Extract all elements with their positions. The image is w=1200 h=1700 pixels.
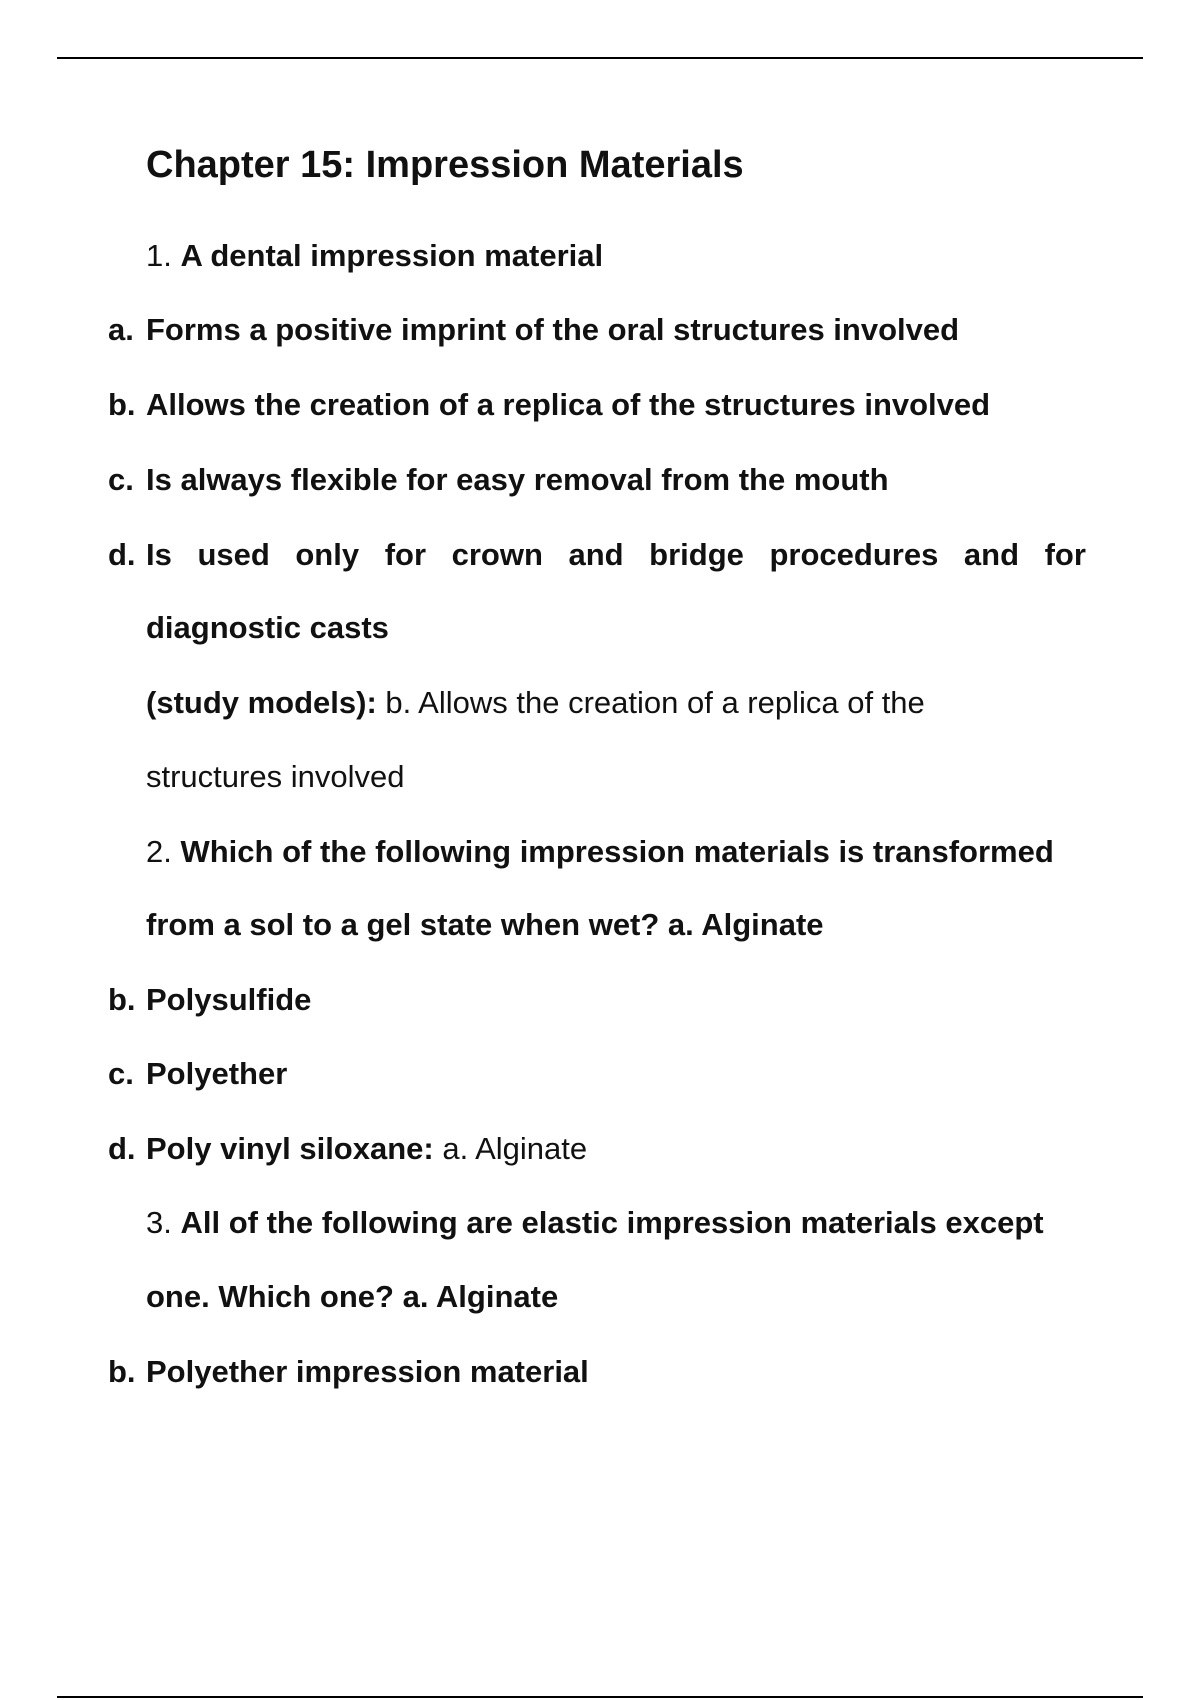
option-letter: d. [108, 1131, 136, 1166]
question-stem: Which of the following impression materials is transformed [180, 834, 1054, 869]
option-word: crown [451, 537, 543, 572]
option-3b [108, 1352, 589, 1392]
option-text: Polysulfide [146, 982, 312, 1017]
answer-text: b. Allows the creation of a replica of the [385, 685, 925, 720]
option-word: Is [146, 537, 172, 572]
option-text: Allows the creation of a replica of the structures involved [146, 387, 991, 422]
option-text: Polyether impression material [146, 1354, 589, 1389]
question-stem: All of the following are elastic impression materials except [180, 1205, 1044, 1240]
option-1a [108, 310, 959, 350]
option-1d-justified [146, 535, 1086, 575]
option-word: procedures [769, 537, 939, 572]
option-letter: b. [108, 1354, 136, 1389]
option-letter: c. [108, 1056, 134, 1091]
question-number: 1. [146, 238, 172, 273]
option-text: Forms a positive imprint of the oral structures involved [146, 312, 960, 347]
option-2d [108, 1129, 587, 1169]
option-word: bridge [649, 537, 744, 572]
option-word: for [384, 537, 427, 572]
question-2 [146, 832, 1054, 872]
question-2-stem-continuation: from a sol to a gel state when wet? a. Alginate [146, 907, 824, 942]
option-text: Poly vinyl siloxane: [146, 1131, 434, 1166]
option-text: Is always flexible for easy removal from the mouth [146, 462, 889, 497]
option-1d-letter [108, 535, 146, 575]
page-title: Chapter 15: Impression Materials [146, 144, 744, 186]
option-letter: c. [108, 462, 134, 497]
option-text: Polyether [146, 1056, 288, 1091]
option-letter: a. [108, 312, 134, 347]
option-2b [108, 980, 311, 1020]
question-3-stem-continuation: one. Which one? a. Alginate [146, 1279, 559, 1314]
question-1 [146, 236, 603, 276]
option-1c [108, 460, 889, 500]
option-1d-continuation: diagnostic casts [146, 610, 389, 645]
header-rule [57, 57, 1143, 59]
option-text: (study models): [146, 685, 377, 720]
footer-rule [57, 1696, 1143, 1698]
question-stem: A dental impression material [180, 238, 604, 273]
option-word: and [963, 537, 1020, 572]
option-letter: d. [108, 537, 136, 572]
option-letter: b. [108, 387, 136, 422]
option-word: used [197, 537, 270, 572]
question-3 [146, 1203, 1044, 1243]
option-word: only [295, 537, 360, 572]
option-letter: b. [108, 982, 136, 1017]
answer-text: a. Alginate [442, 1131, 588, 1166]
option-word: for [1044, 537, 1086, 572]
question-number: 3. [146, 1205, 172, 1240]
option-word: and [568, 537, 624, 572]
option-1d-answer-line [146, 683, 925, 723]
answer-continuation: structures involved [146, 759, 405, 794]
option-1b [108, 385, 990, 425]
question-number: 2. [146, 834, 172, 869]
option-2c [108, 1054, 287, 1094]
